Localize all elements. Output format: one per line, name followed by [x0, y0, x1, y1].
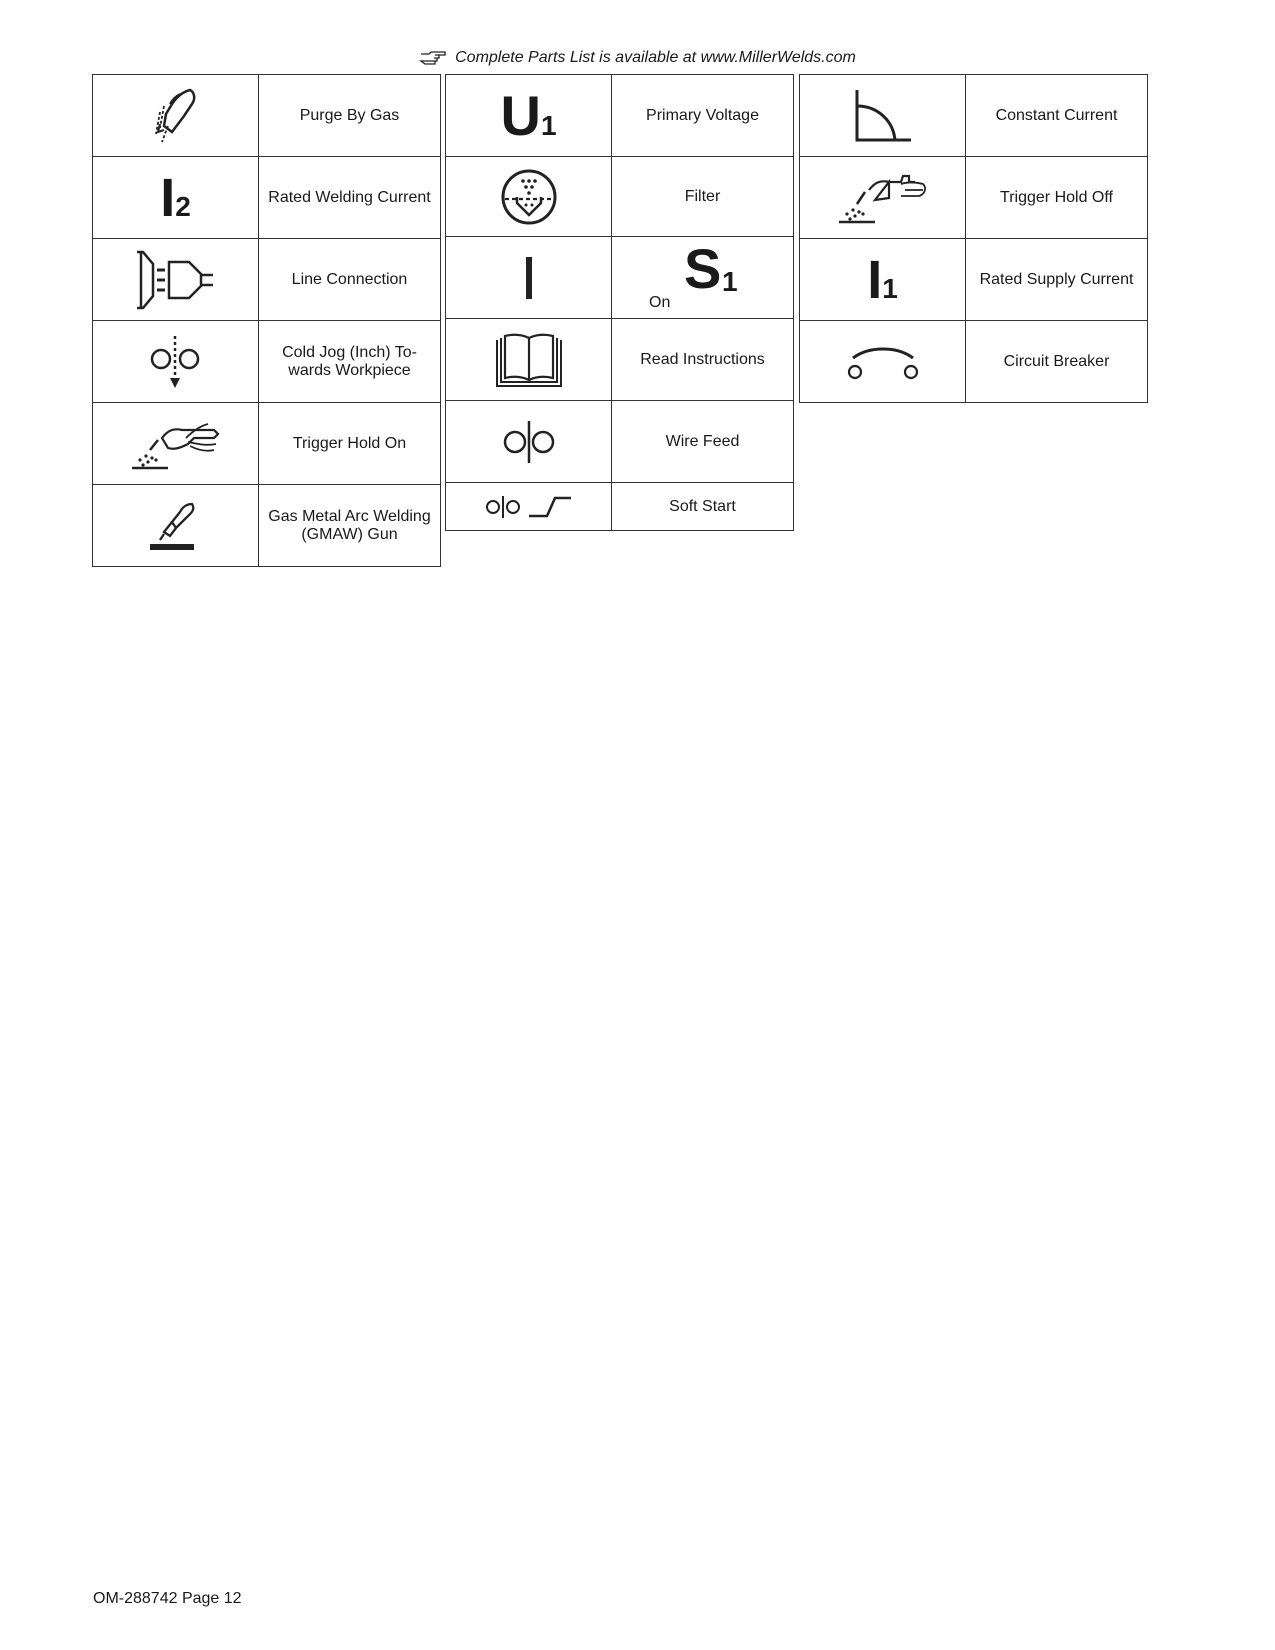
on-line-symbol: [446, 237, 612, 319]
wire-feed-icon: [446, 401, 612, 483]
label-line-connection: Line Connection: [259, 239, 441, 321]
label-purge-by-gas: Purge By Gas: [259, 75, 441, 157]
table-row: [446, 237, 794, 319]
label-rated-supply-current: Rated Supply Current: [966, 239, 1148, 321]
table-row: [446, 319, 794, 401]
table-row: [800, 75, 1148, 157]
cold-jog-icon: [93, 321, 259, 403]
u1-symbol: U1: [446, 75, 612, 157]
symbol-table-2: [445, 74, 794, 531]
on-text: On: [649, 294, 671, 311]
label-on-s1: [612, 237, 794, 319]
table-row: [800, 321, 1148, 403]
table-row: [800, 157, 1148, 239]
table-row: [93, 403, 441, 485]
label-circuit-breaker: Circuit Breaker: [966, 321, 1148, 403]
label-filter: Filter: [612, 157, 794, 237]
pointing-hand-icon: [419, 49, 447, 70]
label-constant-current: Constant Current: [966, 75, 1148, 157]
line-connection-plug-icon: [93, 239, 259, 321]
trigger-hold-off-icon: [800, 157, 966, 239]
label-soft-start: Soft Start: [612, 483, 794, 531]
gmaw-gun-icon: [93, 485, 259, 567]
symbol-table-3: [799, 74, 1148, 403]
table-row: [93, 239, 441, 321]
table-row: [446, 75, 794, 157]
header-note-text: Complete Parts List is available at www.MillerWelds.com: [455, 49, 856, 66]
label-gmaw-gun: Gas Metal Arc Welding (GMAW) Gun: [259, 485, 441, 567]
purge-gas-icon: [93, 75, 259, 157]
constant-current-icon: [800, 75, 966, 157]
i1-symbol: I1: [800, 239, 966, 321]
label-wire-feed: Wire Feed: [612, 401, 794, 483]
table-row: [93, 157, 441, 239]
header-note: [0, 49, 1275, 70]
label-trigger-hold-off: Trigger Hold Off: [966, 157, 1148, 239]
table-row: [93, 75, 441, 157]
circuit-breaker-icon: [800, 321, 966, 403]
i2-symbol: I2: [93, 157, 259, 239]
table-row: [446, 157, 794, 237]
trigger-hold-on-icon: [93, 403, 259, 485]
table-row: [446, 401, 794, 483]
symbol-table-1: [92, 74, 441, 567]
table-row: [93, 485, 441, 567]
filter-icon: [446, 157, 612, 237]
s1-symbol-letter: S: [684, 237, 722, 300]
soft-start-icon: [446, 483, 612, 531]
label-cold-jog: Cold Jog (Inch) To-wards Workpiece: [259, 321, 441, 403]
label-read-instructions: Read Instructions: [612, 319, 794, 401]
s1-symbol-subscript: 1: [722, 266, 738, 297]
table-row: [446, 483, 794, 531]
read-instructions-book-icon: [446, 319, 612, 401]
label-trigger-hold-on: Trigger Hold On: [259, 403, 441, 485]
table-row: [93, 321, 441, 403]
page-footer: OM-288742 Page 12: [93, 1590, 242, 1607]
table-row: [800, 239, 1148, 321]
label-primary-voltage: Primary Voltage: [612, 75, 794, 157]
label-rated-welding-current: Rated Welding Current: [259, 157, 441, 239]
